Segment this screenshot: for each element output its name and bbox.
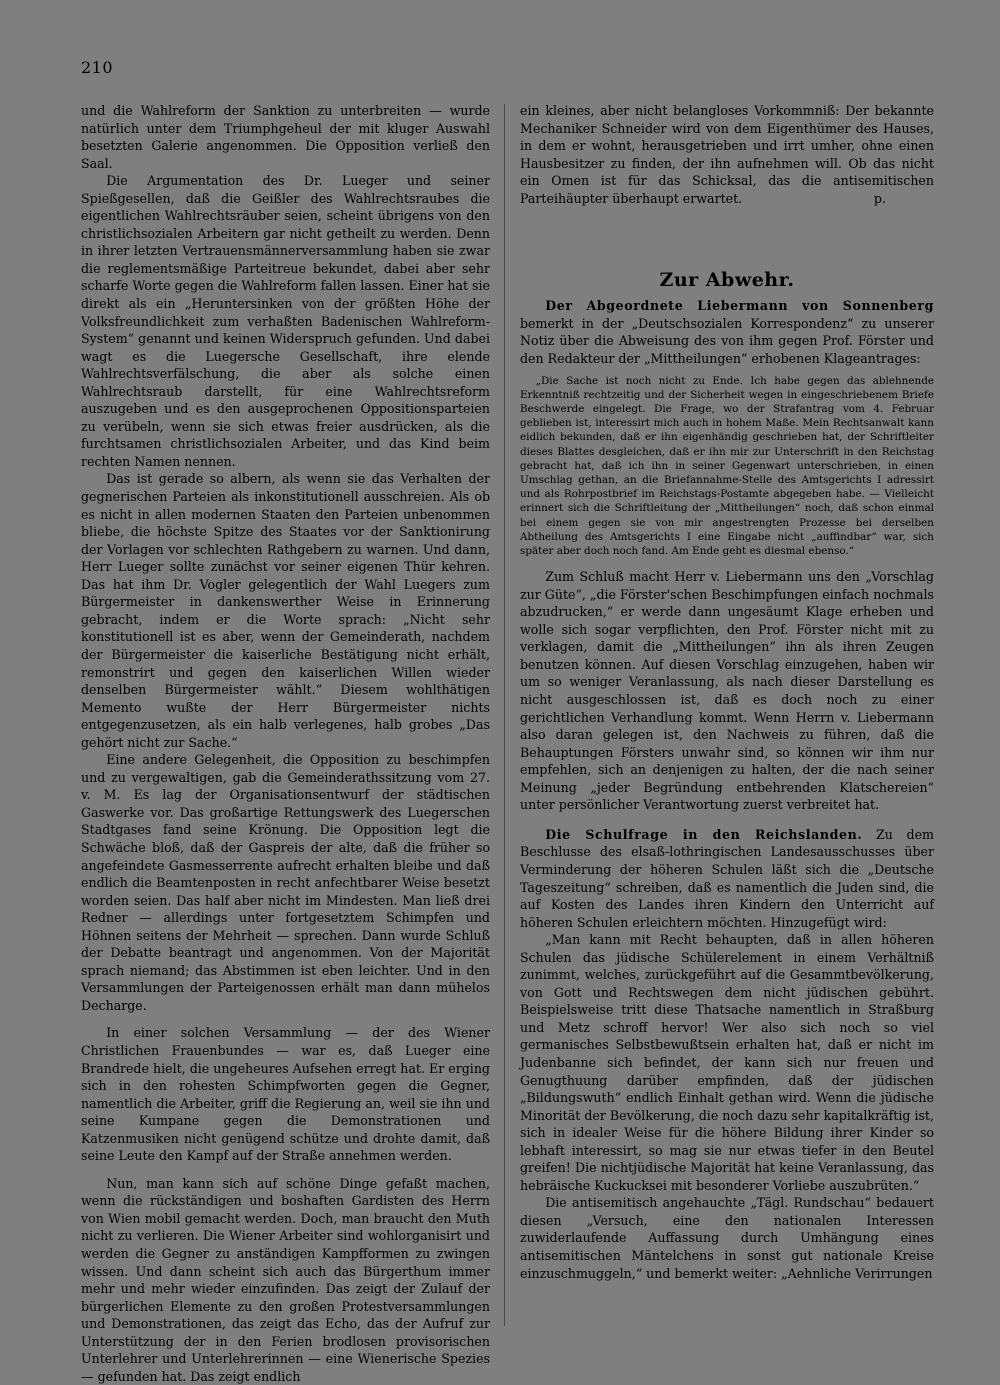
section-title: Zur Abwehr. [659,268,795,291]
quote-paragraph: „Man kann mit Recht behaupten, daß in allen höheren Schulen das jüdische Schülerelement in einem Verhältniß zunimmt, welches, zurückgeführt auf die Gesammtbevölkerung, von Gott und Rechtswegen dem nicht jüdischen gebührt. Beispielsweise tritt diese Thatsache namentlich in Straßburg und Metz schroff hervor! Wer also sich noch so viel germanisches Selbstbewußtsein erhalten hat, daß er nicht im Judenbanne sich befindet, der kann sich nur freuen und Genugthuung darüber empfinden, daß der jüdischen „Bildungswuth“ endlich Einhalt gethan wird. Wenn die jüdische Minorität der Bevölkerung, die noch dazu sehr kapitalkräftig ist, sich in idealer Weise für die höhere Bildung ihrer Kinder so lebhaft interessirt, so mag sie nur etwas tiefer in den Beutel greifen! Die nichtjüdische Majorität hat keine Veranlassung, das hebräische Kuckucksei mit besonderer Vorliebe auszubrüten.“ [520,932,934,1193]
paragraph: Das ist gerade so albern, als wenn sie das Verhalten der gegnerischen Parteien als inkonstitutionell ausschreien. Als ob es nicht in allen modernen Staaten den Parteien unbenommen bliebe, die höchste Spitze des Staates vor der Sanktionirung der Vorlagen vor schlechten Rathgebern zu warnen. Und dann, Herr Lueger sollte zunächst vor seiner eigenen Thür kehren. Das hat ihm Dr. Vogler gelegentlich der Wahl Luegers zum Bürgermeister in dankenswerther Weise in Erinnerung gebracht, indem er die Worte sprach: „Nicht sehr konstitutionell ist es aber, wenn der Gemeinderath, nachdem der Bürgermeister die kaiserliche Bestätigung nicht erhält, remonstrirt und gegen den kaiserlichen Willen wieder denselben Bürgermeister wählt.“ Diesem wohlthätigen Memento wußte der Herr Bürgermeister nichts entgegenzusetzen, als ein halb verlegenes, halb grobes „Das gehört nicht zur Sache.“ [81,471,490,750]
paragraph: und die Wahlreform der Sanktion zu unterbreiten — wurde natürlich unter dem Triumphgeheul der mit kluger Auswahl besetzten Galerie angenommen. Die Opposition verließ den Saal. [81,103,490,171]
column-divider [504,104,505,1326]
article-intro [520,826,934,931]
page-number: 210 [81,58,114,77]
quoted-block [520,374,934,559]
paragraph: In einer solchen Versammlung — der des Wiener Christlichen Frauenbundes — war es, daß Lueger eine Brandrede hielt, die ungeheures Aufsehen erregt hat. Er erging sich in den rohesten Schimpfworten gegen die Gegner, namentlich die Arbeiter, griff die Regierung an, weil sie ihn und seine Kumpane gegen die Demonstrationen und Katzenmusiken nicht genügend schütze und drohte damit, daß seine Leute den Kampf auf der Straße annehmen werden. [81,1025,490,1164]
paragraph: Die antisemitisch angehauchte „Tägl. Rundschau“ bedauert diesen „Versuch, eine den nationalen Interessen zuwiderlaufende Auffassung durch Umhängung eines antisemitischen Mäntelchens in sonst gut nationale Kreise einzuschmuggeln,“ und bemerkt weiter: „Aehnliche Verirrungen [520,1195,934,1281]
article-headline: Der Abgeordnete Liebermann von Sonnenberg [545,298,934,314]
right-column [520,102,934,1282]
left-column [81,102,490,1385]
paragraph: Die Argumentation des Dr. Lueger und seiner Spießgesellen, daß die Geißler des Wahlrechtsraubes die eigentlichen Wahlrechtsräuber seien, scheint übrigens von den christlichsozialen Arbeitern gar nicht getheilt zu werden. Denn in ihrer letzten Vertrauensmännerversammlung haben sie zwar die reglementsmäßige Parteitreue bekundet, dabei aber sehr scharfe Worte gegen die Wahlreform fallen lassen. Einer hat sie direkt als ein „Heruntersinken von der größten Höhe der Volksfreundlichkeit zum verhaßten Badenischen Wahlreform-System“ genannt und keinen Widerspruch gefunden. Und dabei wagt es die Luegersche Gesellschaft, ihre elende Wahlrechtsverfälschung, die aber als solche einen Wahlrechtsraub darstellt, für eine Wahlrechtsreform auszugeben und es den ausgeprochenen Oppositionsparteien zu verübeln, wenn sie sich etwas freier ausdrücken, als die furchtsamen christlichsozialen Arbeiter, und das Kind beim rechten Namen nennen. [81,173,490,469]
article-headline: Die Schulfrage in den Reichslanden. [545,826,863,842]
quote-text: „Die Sache ist noch nicht zu Ende. Ich habe gegen das ablehnende Erkenntniß rechtzeitig und der Sicherheit wegen in eingeschriebenem Briefe Beschwerde eingelegt. Die Frage, wo der Strafantrag vom 4. Februar geblieben ist, interessirt mich auch in hohem Maße. Mein Rechtsanwalt kann eidlich bekunden, daß er ihn eigenhändig geschrieben hat, der Schriftleiter dieses Blattes desgleichen, daß er ihn mir zur Unterschrift in den Reichstag gebracht hat, daß ich ihn in seiner Gegenwart unterschrieben, in einen Umschlag gethan, an die Briefannahme-Stelle des Amtsgerichts I adressirt und als Rohrpostbrief im Reichstags-Postamte abgegeben habe. — Vielleicht erinnert sich die Schriftleitung der „Mittheilungen“ noch, daß schon einmal bei einem gegen sie von mir angestrengten Prozesse bei derselben Abtheilung des Amtsgerichts I eine Eingabe nicht „auffindbar“ war, sich später aber doch noch fand. Am Ende geht es diesmal ebenso.“ [520,374,934,557]
paragraph: Zum Schluß macht Herr v. Liebermann uns den „Vorschlag zur Güte“, „die Förster'schen Beschimpfungen einfach nochmals abzudrucken,“ er werde dann ungesäumt Klage erheben und wolle sich sogar verpflichten, den Prof. Förster nicht mit zu verklagen, damit die „Mittheilungen“ ihn als ihren Zeugen benutzen können. Auf diesen Vorschlag einzugehen, haben wir um so weniger Veranlassung, als nach dieser Darstellung es nicht ausgeschlossen ist, daß es doch noch zu einer gerichtlichen Verhandlung kommt. Wenn Herrn v. Liebermann also daran gelegen ist, den Nachweis zu führen, daß die Behauptungen Försters unwahr sind, so können wir ihm nur empfehlen, sich an denjenigen zu halten, der die nach seiner Meinung „jeder Begründung entbehrenden Klatschereien“ unter persönlicher Verantwortung zuerst verbreitet hat. [520,569,934,813]
article-intro-text: Zu dem Beschlusse des elsaß-lothringischen Landesausschusses über Verminderung der höheren Schulen läßt sich die „Deutsche Tageszeitung“ schreiben, daß es namentlich die Juden sind, die auf Kosten des Landes ihren Kindern den Unterricht auf höheren Schulen erleichtern möchten. Hinzugefügt wird: [520,826,934,930]
paragraph: ein kleines, aber nicht belangloses Vorkommniß: Der bekannte Mechaniker Schneider wird von dem Eigenthümer des Hauses, in dem er wohnt, herausgetrieben und irrt umher, ohne einen Hausbesitzer zu finden, der ihn aufnehmen will. Ob das nicht ein Omen ist für das Schicksal, das die antisemitischen Parteihäupter überhaupt erwartet. [520,103,934,206]
paragraph: Nun, man kann sich auf schöne Dinge gefaßt machen, wenn die rückständigen und boshaften Gardisten des Herrn von Wien mobil gemacht werden. Doch, man braucht den Muth nicht zu verlieren. Die Wiener Arbeiter sind wohlorganisirt und werden die Gegner zu anständigen Kampfformen zu zwingen wissen. Und dann scheint sich auch das Bürgerthum immer mehr und mehr wieder einzufinden. Das zeigt der Zulauf der bürgerlichen Elemente zu den großen Protestversammlungen und Demonstrationen, das zeigt das Echo, das der Aufruf zur Unterstützung der in den Ferien brodlosen provisorischen Unterlehrer und Unterlehrerinnen — eine Wienerische Spezies — gefunden hat. Das zeigt endlich [81,1175,490,1384]
signature: p. [873,191,886,207]
article-intro-text: bemerkt in der „Deutschsozialen Korrespondenz“ zu unserer Notiz über die Abweisung des von ihm gegen Prof. Förster und den Redakteur der „Mittheilungen“ erhobenen Klageantrages: [520,315,934,367]
article-intro [520,297,934,367]
paragraph: Eine andere Gelegenheit, die Opposition zu beschimpfen und zu vergewaltigen, gab die Gemeinderathssitzung vom 27. v. M. Es lag der Organisationsentwurf der städtischen Gaswerke vor. Das großartige Rettungswerk des Luegerschen Stadtgases fand seine Krönung. Die Opposition legt die Schwäche bloß, daß der Gaspreis der alte, daß die früher so angefeindete Gasmesserrente aufrecht erhalten bleibe und daß endlich die Beamtenposten in recht anfechtbarer Weise besetzt worden seien. Das half aber nicht im Mindesten. Man ließ drei Redner — allerdings unter fortgesetztem Schimpfen und Höhnen seitens der Mehrheit — sprechen. Dann wurde Schluß der Debatte beantragt und angenommen. Von der Majorität sprach niemand; das Abstimmen ist eben leichter. Und in den Versammlungen der Parteigenossen erhält man dann mühelos Decharge. [81,752,490,1013]
